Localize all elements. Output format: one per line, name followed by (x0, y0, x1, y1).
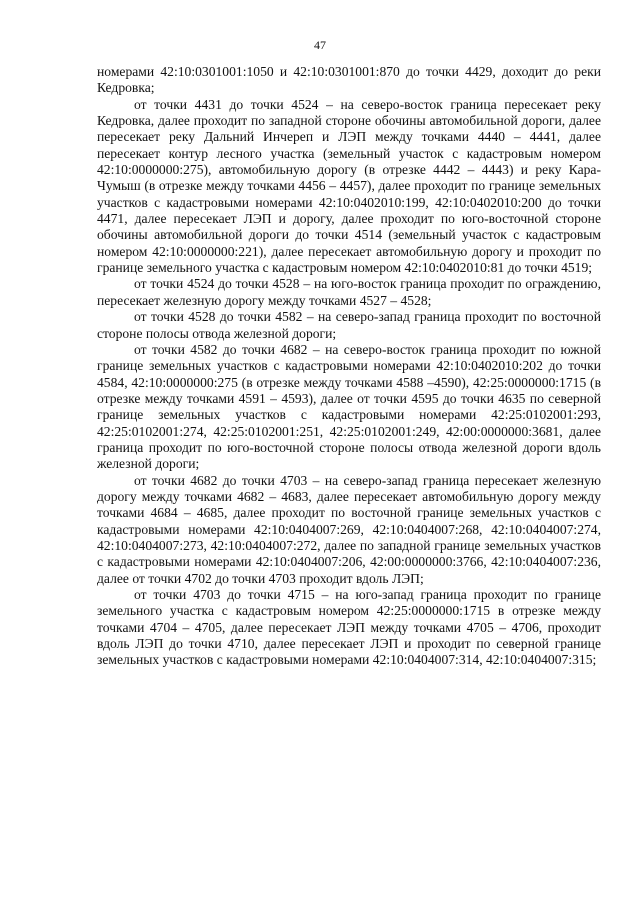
paragraph-segment-4582-4682: от точки 4582 до точки 4682 – на северо-восток граница проходит по южной границе земельных участков с кадастровыми номерами 42:10:0402010:202 до точки 4584, 42:10:0000000:275 (в отрезке между точками 4588 –4590), 42:25:0000000:1715 (в отрезке между точками 4591 – 4593), далее от точки 4595 до точки 4635 по северной границе земельных участков с кадастровыми номерами 42:25:0102001:293, 42:25:0102001:274, 42:25:0102001:251, 42:25:0102001:249, 42:00:0000000:3681, далее граница проходит по юго-восточной стороне полосы отвода железной дороги вдоль железной дороги; (97, 341, 601, 472)
paragraph-segment-4431-4524: от точки 4431 до точки 4524 – на северо-восток граница пересекает реку Кедровка, далее проходит по западной стороне обочины автомобильной дороги, далее пересекает реку Дальний Инчереп и ЛЭП между точками 4440 – 4441, далее пересекает контур лесного участка (земельный участок с кадастровым номером 42:10:0000000:275), автомобильную дорогу (в отрезке 4442 – 4443) и реку Кара-Чумыш (в отрезке между точками 4456 – 4457), далее проходит по границе земельных участков с кадастровыми номерами 42:10:0402010:199, 42:10:0402010:200 до точки 4471, далее пересекает ЛЭП и дорогу, далее проходит по юго-восточной стороне обочины автомобильной дороги до точки 4514 (земельный участок с кадастровым номером 42:10:0000000:221), далее пересекает автомобильную дорогу и проходит по границе земельного участка с кадастровым номером 42:10:0402010:81 до точки 4519; (97, 96, 601, 276)
paragraph-continuation: номерами 42:10:0301001:1050 и 42:10:0301001:870 до точки 4429, доходит до реки Кедровка; (97, 64, 601, 96)
paragraph-segment-4528-4582: от точки 4528 до точки 4582 – на северо-запад граница проходит по восточной стороне полосы отвода железной дороги; (97, 309, 601, 341)
paragraph-segment-4524-4528: от точки 4524 до точки 4528 – на юго-восток граница проходит по ограждению, пересекает железную дорогу между точками 4527 – 4528; (97, 276, 601, 308)
paragraph-segment-4703-4715: от точки 4703 до точки 4715 – на юго-запад граница проходит по границе земельного участка с кадастровым номером 42:25:0000000:1715 в отрезке между точками 4704 – 4705, далее пересекает ЛЭП между точками 4705 – 4706, проходит вдоль ЛЭП до точки 4710, далее пересекает ЛЭП и проходит по северной границе земельных участков с кадастровыми номерами 42:10:0404007:314, 42:10:0404007:315; (97, 587, 601, 668)
document-body (97, 64, 601, 669)
paragraph-segment-4682-4703: от точки 4682 до точки 4703 – на северо-запад граница пересекает железную дорогу между точками 4682 – 4683, далее пересекает автомобильную дорогу между точками 4684 – 4685, далее проходит по восточной границе земельных участков с кадастровыми номерами 42:10:0404007:269, 42:10:0404007:268, 42:10:0404007:274, 42:10:0404007:273, 42:10:0404007:272, далее по западной границе земельных участков с кадастровыми номерами 42:10:0404007:206, 42:00:0000000:3766, 42:10:0404007:236, далее от точки 4702 до точки 4703 проходит вдоль ЛЭП; (97, 472, 601, 586)
page-number: 47 (314, 38, 326, 52)
